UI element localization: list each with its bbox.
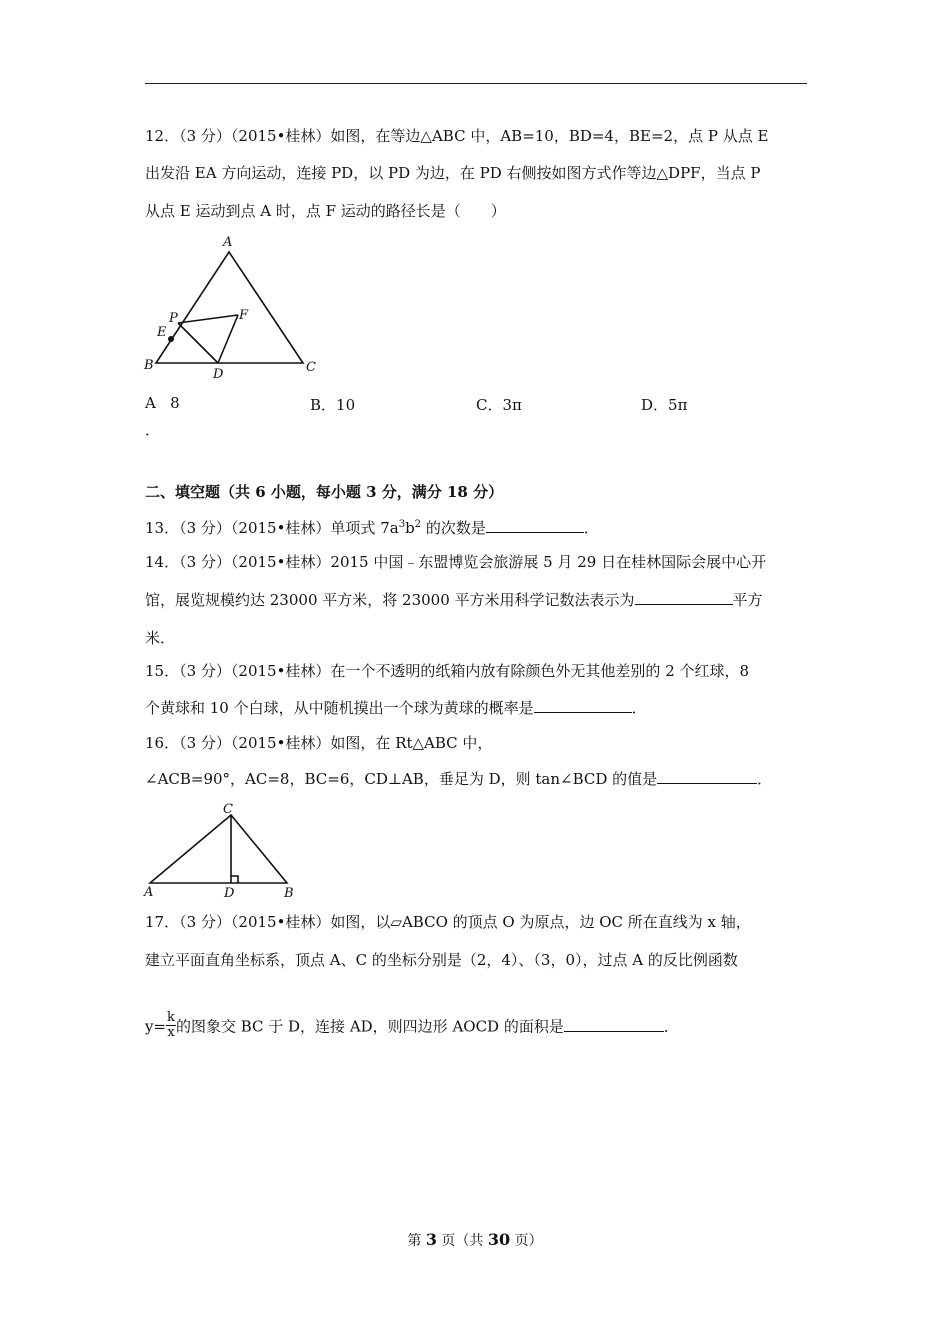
q15-answer-blank[interactable] <box>534 698 632 713</box>
q14-answer-blank[interactable] <box>635 590 733 605</box>
q13-line: 13．（3 分）（2015•桂林）单项式 $7a^3b^2$ 的次数是 ． <box>145 519 599 537</box>
label-b: B <box>144 358 154 373</box>
q17-line1: 17．（3 分）（2015•桂林）如图，以▱ABCO 的顶点 O 为原点，边 OC 所在直线为 x 轴， <box>145 913 751 931</box>
label-e: E <box>157 325 167 340</box>
label-a: A <box>144 885 154 900</box>
q12-line3: 从点 E 运动到点 A 时，点 F 运动的路径长是（ ） <box>145 202 506 220</box>
q12-option-c: C．3π <box>476 396 522 414</box>
q16-line1: 16．（3 分）（2015•桂林）如图，在 Rt△ABC 中， <box>145 734 493 752</box>
section-heading: 二、填空题（共 6 小题，每小题 3 分，满分 18 分） <box>145 483 504 501</box>
q12-triangle-figure <box>140 232 330 380</box>
q12-line1: 12．（3 分）（2015•桂林）如图，在等边△ABC 中，AB=10，BD=4，BE=2，点 P 从点 E <box>145 127 769 145</box>
segment-df <box>218 315 238 363</box>
q13-answer-blank[interactable] <box>486 518 584 533</box>
point-e-dot <box>168 336 174 342</box>
q12-option-b: B．10 <box>310 396 356 414</box>
label-d: D <box>213 367 224 380</box>
q12-option-a: A 8 <box>145 394 180 412</box>
q12-trailing-dot: ． <box>145 421 161 439</box>
label-c: C <box>223 802 233 817</box>
label-a: A <box>223 235 233 250</box>
q17-line3: y= $\frac{k}{x}$ 的图象交 BC 于 D，连接 AD，则四边形 AOCD 的面积是 ． <box>145 1010 679 1040</box>
q16-right-triangle-figure <box>140 800 300 900</box>
label-b: B <box>284 886 294 900</box>
q17-line2: 建立平面直角坐标系，顶点 A、C 的坐标分别是（2，4）、（3，0），过点 A 的反比例函数 <box>145 951 738 969</box>
page-number: 3 <box>425 1230 437 1249</box>
q17-answer-blank[interactable] <box>564 1017 664 1032</box>
page-total: 30 <box>487 1230 511 1249</box>
q15-line2: 个黄球和 10 个白球，从中随机摸出一个球为黄球的概率是 ． <box>145 699 647 717</box>
label-f: F <box>239 308 249 323</box>
segment-pd <box>178 323 218 363</box>
label-d: D <box>224 886 235 900</box>
fraction-k-over-x: $\frac{k}{x}$ <box>167 1010 175 1040</box>
q14-line1: 14．（3 分）（2015•桂林）2015 中国﹣东盟博览会旅游展 5 月 29 日在桂林国际会展中心开 <box>145 553 767 571</box>
q15-line1: 15．（3 分）（2015•桂林）在一个不透明的纸箱内放有除颜色外无其他差别的 2 个红球，8 <box>145 662 750 680</box>
page-footer: 第 3 页（共 30 页） <box>407 1230 543 1249</box>
q14-line3: 米． <box>145 629 176 647</box>
q12-option-d: D．5π <box>641 396 688 414</box>
q14-line2: 馆，展览规模约达 23000 平方米，将 23000 平方米用科学记数法表示为 平方 <box>145 591 763 609</box>
label-c: C <box>306 360 316 375</box>
q16-answer-blank[interactable] <box>657 769 757 784</box>
label-p: P <box>169 311 178 326</box>
q16-line2: ∠ACB=90°，AC=8，BC=6，CD⊥AB，垂足为 D，则 tan∠BCD 的值是 ． <box>145 770 773 788</box>
header-rule <box>145 83 807 84</box>
right-angle-mark <box>231 876 238 883</box>
q12-line2: 出发沿 EA 方向运动，连接 PD，以 PD 为边，在 PD 右侧按如图方式作等边△DPF，当点 P <box>145 164 761 182</box>
triangle-abc <box>156 252 303 363</box>
triangle-abc-right <box>150 815 287 883</box>
